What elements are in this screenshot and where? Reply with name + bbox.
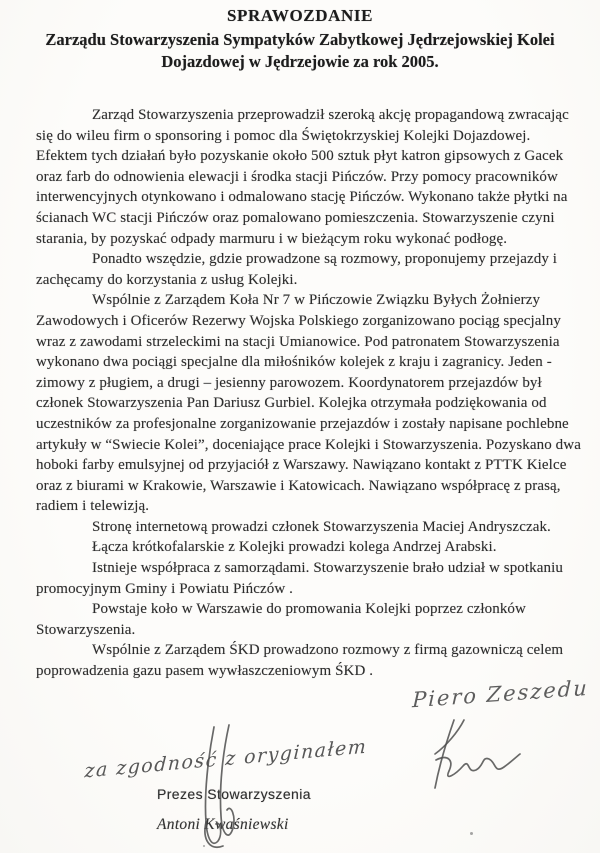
paragraph-4: Stronę internetową prowadzi członek Stowarzyszenia Maciej Andryszczak. bbox=[92, 518, 551, 535]
paragraph-5: Łącza krótkofalarskie z Kolejki prowadzi kolega Andrzej Arabski. bbox=[92, 539, 497, 556]
paragraph-2: Ponadto wszędzie, gdzie prowadzone są rozmowy, proponujemy przejazdy i zachęcamy do korzystania z usług Kolejki. bbox=[36, 251, 558, 288]
signature-scribble-center bbox=[186, 724, 250, 853]
scan-speck bbox=[470, 832, 473, 835]
document-title: SPRAWOZDANIE bbox=[226, 6, 374, 25]
paragraph-7: Powstaje koło w Warszawie do promowania Kolejki poprzez członków Stowarzyszenia. bbox=[36, 601, 526, 638]
document-subtitle: Zarządu Stowarzyszenia Sympatyków Zabytkowej Jędrzejowskiej Kolei Dojazdowej w Jędrzejowie za rok 2005. bbox=[45, 30, 555, 71]
title-block bbox=[0, 0, 600, 72]
paragraph-6: Istnieje współpraca z samorządami. Stowarzyszenie brało udział w spotkaniu promocyjnym Gminy i Powiatu Pińczów . bbox=[36, 560, 563, 597]
certification-note: za zgodność z oryginałem bbox=[83, 735, 368, 783]
document-body bbox=[0, 105, 600, 682]
handwritten-annotation: Piero Zeszedu bbox=[411, 675, 590, 713]
signature-scribble-right bbox=[420, 714, 532, 794]
signer-name: Antoni Kwaśniewski bbox=[157, 816, 289, 833]
paragraph-1: Zarząd Stowarzyszenia przeprowadził szeroką akcję propagandową zwracając się do wileu firm o sponsoring i pomoc dla Świętokrzyskiej Kolejki Dojazdowej. Efektem tych działań było pozyskanie około 500 sztuk płyt katron gipsowych z Gacek oraz farb do odnowienia elewacji i środka stacji Pińczów. Przy pomocy pracowników interwencyjnych otynkowano i odmalowano stację Pińczów. Wykonano także płytki na ścianach WC stacji Pińczów oraz pomalowano pomieszczenia. Stowarzyszenie czyni starania, by pozyskać odpady marmuru i w bieżącym roku wykonać podłogę. bbox=[36, 107, 569, 247]
signer-title: Prezes Stowarzyszenia bbox=[157, 786, 311, 802]
paragraph-3: Wspólnie z Zarządem Koła Nr 7 w Pińczowie Związku Byłych Żołnierzy Zawodowych i Oficerów Rezerwy Wojska Polskiego zorganizowano pociąg specjalny wraz z zawodami strzeleckimi na stacji Umianowice. Pod patronatem Stowarzyszenia wykonano dwa pociągi specjalne dla miłośników kolejek z kraju i zagranicy. Jeden - zimowy z pługiem, a drugi – jesienny parowozem. Koordynatorem przejazdów był członek Stowarzyszenia Pan Dariusz Gurbiel. Kolejka otrzymała podziękowania od uczestników za profesjonalne zorganizowanie przejazdów i zostały napisane pochlebne artykuły w “Swiecie Kolei”, doceniające prace Kolejki i Stowarzyszenia. Pozyskano dwa hoboki farby emulsyjnej od przyjaciół z Warszawy. Nawiązano kontakt z PTTK Kielce oraz z biurami w Krakowie, Warszawie i Katowicach. Nawiązano współpracę z prasą, radiem i telewizją. bbox=[36, 292, 581, 515]
paragraph-8: Wspólnie z Zarządem ŚKD prowadzono rozmowy z firmą gazowniczą celem poprowadzenia gazu pasem wywłaszczeniowym ŚKD . bbox=[36, 642, 564, 680]
